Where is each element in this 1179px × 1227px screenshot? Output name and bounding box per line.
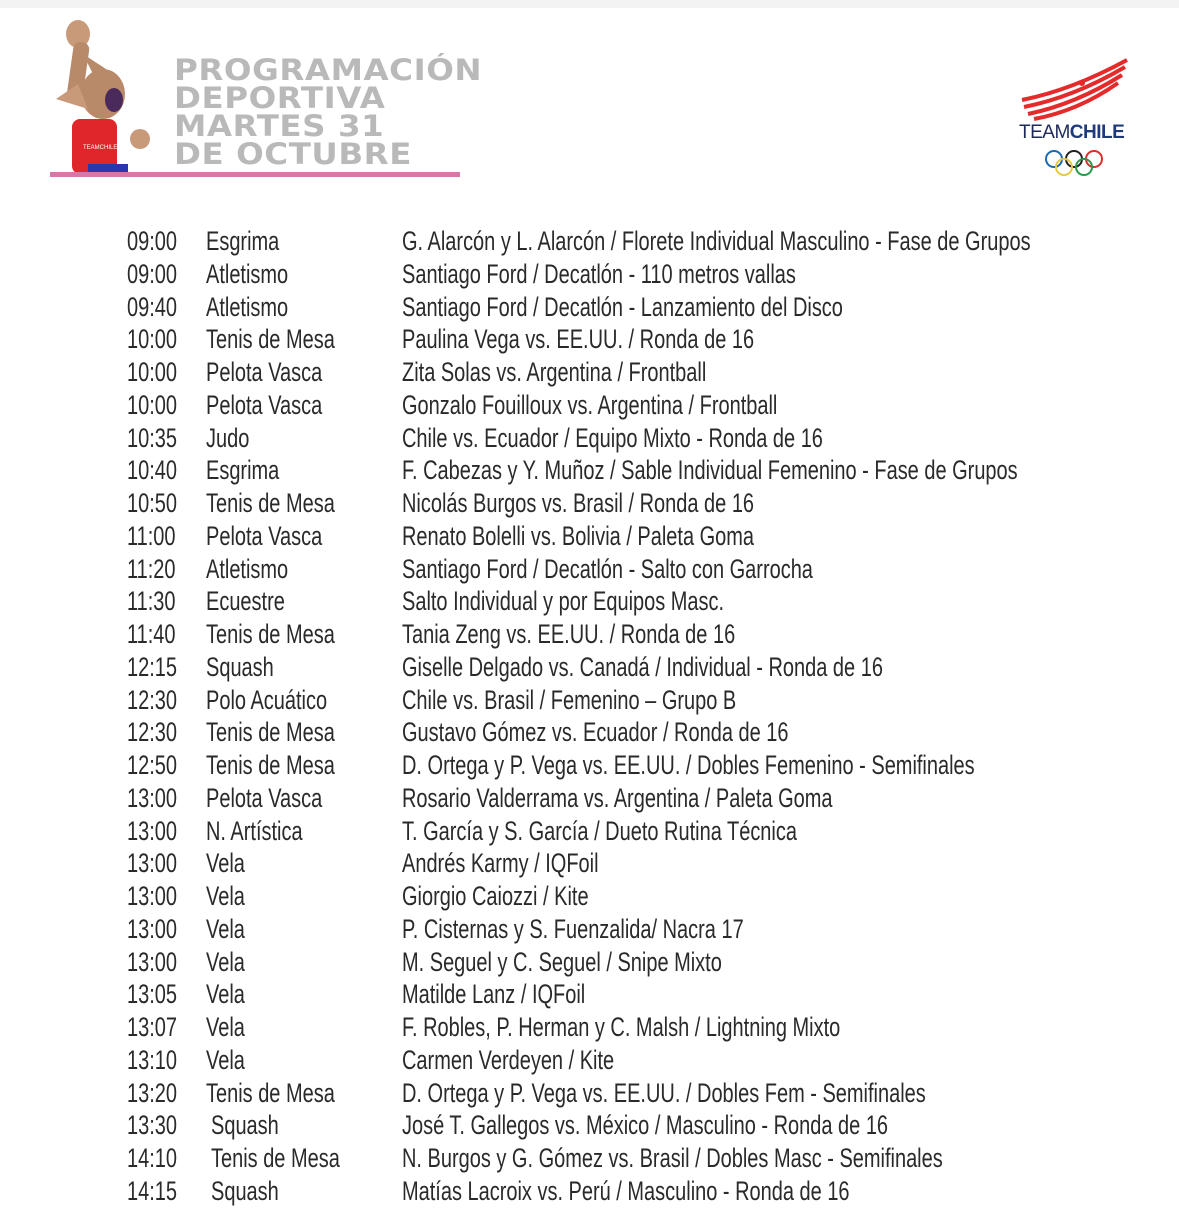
- event-sport: Ecuestre: [206, 586, 285, 617]
- event-time: 10:40: [127, 455, 178, 486]
- title-line: DEPORTIVA: [174, 81, 386, 115]
- event-description: D. Ortega y P. Vega vs. EE.UU. / Dobles Femenino - Semifinales: [402, 750, 975, 780]
- event-time: 11:00: [127, 520, 176, 551]
- event-time: 12:50: [127, 750, 178, 780]
- event-time: 13:00: [127, 881, 178, 911]
- team-chile-wordmark: [1019, 122, 1124, 144]
- event-sport: Atletismo: [206, 553, 289, 584]
- event-sport: Vela: [206, 946, 245, 977]
- event-description: Giselle Delgado vs. Canadá / Individual - Ronda de 16: [402, 651, 883, 682]
- event-time: 09:40: [127, 291, 178, 322]
- event-time: 11:20: [127, 553, 176, 584]
- event-description: Chile vs. Ecuador / Equipo Mixto - Ronda de 16: [402, 422, 823, 453]
- event-sport: Pelota Vasca: [206, 389, 323, 420]
- event-time: 13:05: [127, 979, 178, 1010]
- event-sport: Tenis de Mesa: [206, 717, 335, 748]
- event-description: N. Burgos y G. Gómez vs. Brasil / Dobles Masc - Semifinales: [402, 1143, 943, 1173]
- event-sport: Vela: [206, 848, 245, 879]
- event-sport: Polo Acuático: [206, 684, 328, 715]
- event-description: Santiago Ford / Decatlón - Lanzamiento del Disco: [402, 291, 843, 322]
- event-description: T. García y S. García / Dueto Rutina Técnica: [402, 815, 797, 846]
- event-sport: Vela: [206, 1044, 245, 1075]
- event-sport: Squash: [206, 651, 274, 682]
- title-line: DE OCTUBRE: [174, 137, 412, 171]
- event-description: Rosario Valderrama vs. Argentina / Paleta Goma: [402, 782, 833, 813]
- event-sport: Pelota Vasca: [206, 520, 323, 551]
- logo-chile-text: CHILE: [1069, 122, 1125, 143]
- event-sport: Vela: [206, 881, 245, 911]
- event-time: 13:00: [127, 913, 178, 944]
- event-description: Gustavo Gómez vs. Ecuador / Ronda de 16: [402, 717, 789, 748]
- event-sport: Judo: [206, 422, 250, 453]
- mascot-illustration: [48, 14, 163, 174]
- event-sport: Pelota Vasca: [206, 357, 323, 387]
- event-description: Gonzalo Fouilloux vs. Argentina / Frontball: [402, 389, 778, 420]
- event-description: Matilde Lanz / IQFoil: [402, 979, 586, 1010]
- event-time: 10:00: [127, 357, 178, 387]
- event-sport: Tenis de Mesa: [206, 619, 335, 649]
- event-sport: Esgrima: [206, 455, 280, 486]
- event-description: Salto Individual y por Equipos Masc.: [402, 586, 725, 617]
- event-description: José T. Gallegos vs. México / Masculino - Ronda de 16: [402, 1110, 889, 1141]
- event-sport: Esgrima: [206, 226, 280, 256]
- event-sport: Tenis de Mesa: [206, 1077, 335, 1108]
- event-sport: Squash: [211, 1175, 279, 1206]
- event-description: Renato Bolelli vs. Bolivia / Paleta Goma: [402, 520, 755, 551]
- event-time: 10:00: [127, 324, 178, 355]
- event-time: 14:15: [127, 1175, 178, 1206]
- event-description: Santiago Ford / Decatlón - Salto con Garrocha: [402, 553, 813, 584]
- event-time: 14:10: [127, 1143, 178, 1173]
- event-description: Tania Zeng vs. EE.UU. / Ronda de 16: [402, 619, 736, 649]
- event-time: 13:00: [127, 815, 178, 846]
- event-description: Chile vs. Brasil / Femenino – Grupo B: [402, 684, 737, 715]
- event-description: D. Ortega y P. Vega vs. EE.UU. / Dobles Fem - Semifinales: [402, 1077, 926, 1108]
- event-description: F. Cabezas y Y. Muñoz / Sable Individual Femenino - Fase de Grupos: [402, 455, 1018, 486]
- event-sport: Tenis de Mesa: [206, 324, 335, 355]
- event-description: M. Seguel y C. Seguel / Snipe Mixto: [402, 946, 722, 977]
- event-description: Matías Lacroix vs. Perú / Masculino - Ronda de 16: [402, 1175, 850, 1206]
- event-time: 10:00: [127, 389, 178, 420]
- top-band: [0, 0, 1179, 8]
- event-sport: Vela: [206, 913, 245, 944]
- event-sport: Vela: [206, 979, 245, 1010]
- event-time: 12:30: [127, 684, 178, 715]
- event-description: Paulina Vega vs. EE.UU. / Ronda de 16: [402, 324, 755, 355]
- event-description: Santiago Ford / Decatlón - 110 metros vallas: [402, 258, 796, 289]
- title-line: PROGRAMACIÓN: [174, 53, 483, 87]
- event-time: 13:30: [127, 1110, 178, 1141]
- event-time: 09:00: [127, 226, 178, 256]
- event-time: 10:35: [127, 422, 178, 453]
- page-title: [174, 53, 483, 171]
- event-time: 13:00: [127, 848, 178, 879]
- event-time: 12:15: [127, 651, 178, 682]
- event-description: F. Robles, P. Herman y C. Malsh / Lightning Mixto: [402, 1012, 841, 1042]
- event-description: G. Alarcón y L. Alarcón / Florete Individual Masculino - Fase de Grupos: [402, 226, 1031, 256]
- event-description: Giorgio Caiozzi / Kite: [402, 881, 589, 911]
- event-sport: Vela: [206, 1012, 245, 1042]
- event-description: Zita Solas vs. Argentina / Frontball: [402, 357, 707, 387]
- event-time: 13:20: [127, 1077, 178, 1108]
- event-sport: Tenis de Mesa: [206, 750, 335, 780]
- event-sport: Tenis de Mesa: [211, 1143, 340, 1173]
- event-time: 12:30: [127, 717, 178, 748]
- title-line: MARTES 31: [174, 109, 385, 143]
- team-chile-logo: [1012, 55, 1137, 180]
- event-sport: Atletismo: [206, 291, 289, 322]
- event-sport: Squash: [211, 1110, 279, 1141]
- event-time: 13:10: [127, 1044, 178, 1075]
- event-description: Nicolás Burgos vs. Brasil / Ronda de 16: [402, 488, 755, 518]
- logo-team-text: TEAM: [1019, 122, 1070, 143]
- event-time: 10:50: [127, 488, 178, 518]
- event-sport: Pelota Vasca: [206, 782, 323, 813]
- event-description: Carmen Verdeyen / Kite: [402, 1044, 615, 1075]
- title-underline: [50, 172, 460, 177]
- event-sport: Atletismo: [206, 258, 289, 289]
- event-time: 13:07: [127, 1012, 178, 1042]
- event-time: 09:00: [127, 258, 178, 289]
- event-time: 11:30: [127, 586, 176, 617]
- event-time: 11:40: [127, 619, 176, 649]
- event-description: P. Cisternas y S. Fuenzalida/ Nacra 17: [402, 913, 744, 944]
- event-description: Andrés Karmy / IQFoil: [402, 848, 599, 879]
- event-sport: N. Artística: [206, 815, 303, 846]
- mascot-shirt-text: TEAMCHILE: [83, 145, 118, 151]
- event-sport: Tenis de Mesa: [206, 488, 335, 518]
- event-time: 13:00: [127, 946, 178, 977]
- event-time: 13:00: [127, 782, 178, 813]
